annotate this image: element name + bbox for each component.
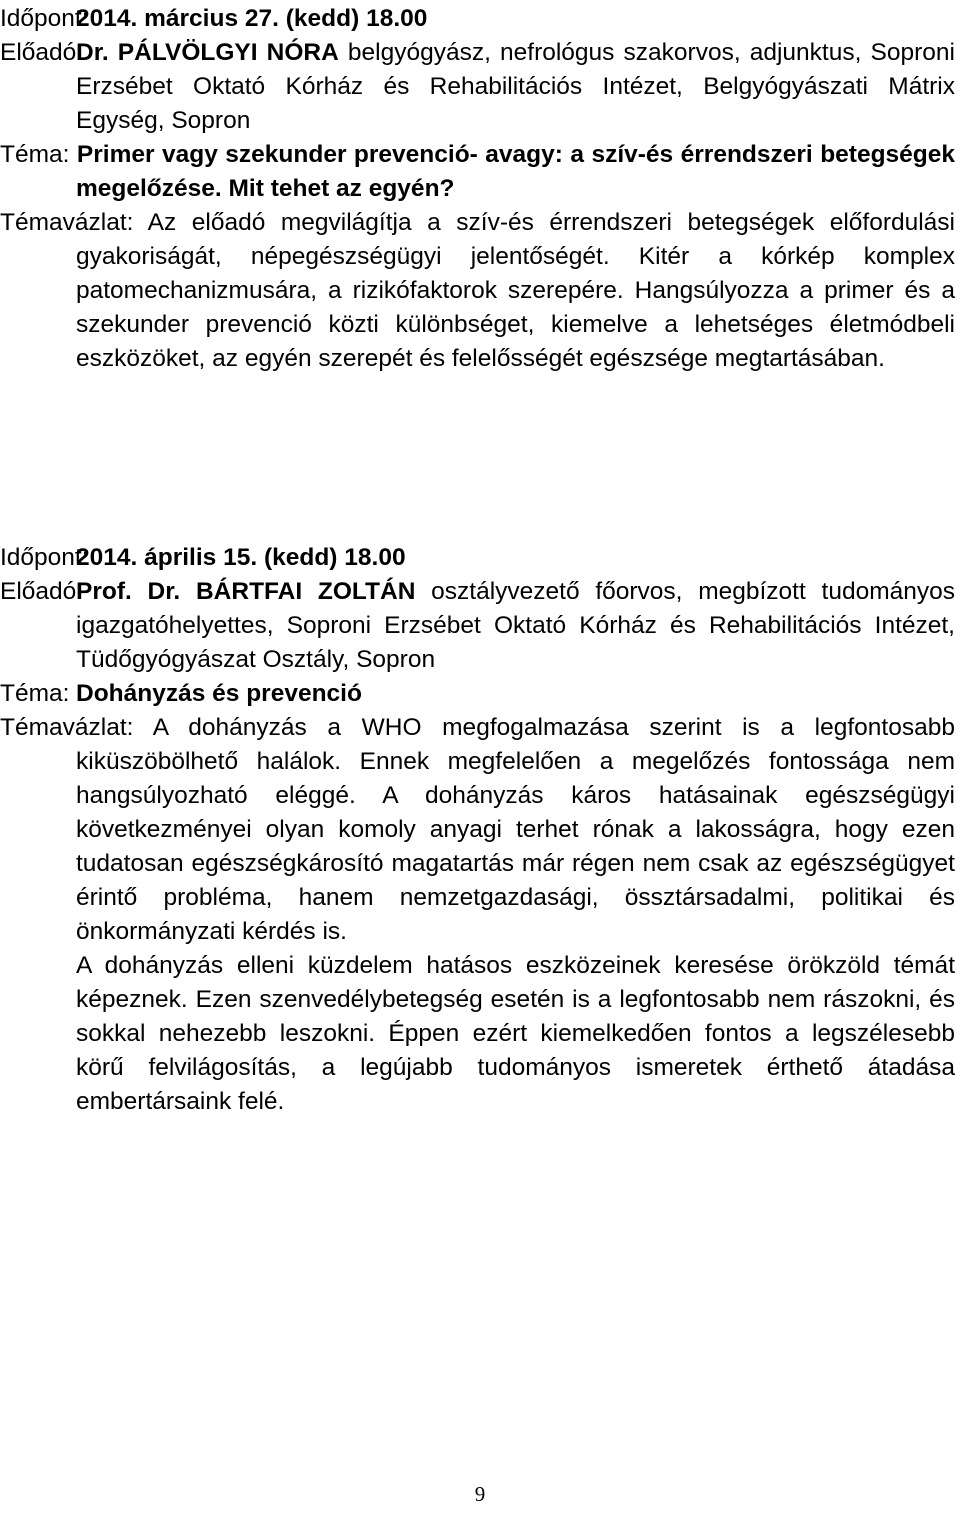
time-label: Időpont: [0,5,89,32]
speaker-description: belgyógyász, nefrológus szakorvos, adjunktus, Soproni Erzsébet Oktató Kórház és Rehabilitációs Intézet, Belgyógyászati Mátrix Egység, Sopron [76,39,955,134]
lecture-entry [0,541,955,1119]
speaker-name: BÁRTFAI ZOLTÁN [195,578,416,605]
time-row [0,541,955,575]
speaker-row [0,36,955,138]
speaker-name: PÁLVÖLGYI NÓRA [117,39,339,66]
outline-paragraph-2 [0,949,955,1119]
topic-text: Dohányzás és prevenció [76,680,362,707]
outline-label: Témavázlat: [0,714,134,741]
time-row [0,2,955,36]
topic-row [0,138,955,206]
outline-text: A dohányzás a WHO megfogalmazása szerint is a legfontosabb kiküszöbölhető halálok. Ennek megfelelően a megelőzés fontossága nem hangsúlyozható eléggé. A dohányzás káros hatásainak egészségügyi következményei olyan komoly anyagi terhet rónak a lakosságra, hogy ezen tudatosan egészségkárosító magatartás már régen nem csak az egészségügyet érintő probléma, hanem nemzetgazdasági, össztársadalmi, politikai és önkormányzati kérdés is. [76,714,955,945]
page-number: 9 [474,1482,486,1506]
outline-row [0,711,955,949]
speaker-title: Dr. [76,39,109,66]
topic-text: Primer vagy szekunder prevenció- avagy: a szív-és érrendszeri betegségek megelőzése. Mit tehet az egyén? [76,141,955,202]
speaker-label: Előadó: [0,39,84,66]
lecture-entry [0,2,955,376]
outline-text: Az előadó megvilágítja a szív-és érrendszeri betegségek előfordulási gyakoriságát, népegészségügyi jelentőségét. Kitér a kórkép komplex patomechanizmusára, a rizikófaktorok szerepére. Hangsúlyozza a primer és a szekunder prevenció közti különbséget, kiemelve a lehetséges életmódbeli eszközöket, az egyén szerepét és felelősségét egészsége megtartásában. [76,209,955,372]
speaker-row [0,575,955,677]
speaker-description: osztályvezető főorvos, megbízott tudományos igazgatóhelyettes, Soproni Erzsébet Oktató Kórház és Rehabilitációs Intézet, Tüdőgyógyászat Osztály, Sopron [76,578,956,673]
time-label: Időpont: [0,544,89,571]
outline-label: Témavázlat: [0,209,134,236]
time-value: 2014. április 15. (kedd) 18.00 [76,544,406,571]
outline-row [0,206,955,376]
topic-row [0,677,955,711]
speaker-title: Prof. Dr. [76,578,181,605]
topic-label: Téma: [0,680,70,707]
outline-text-2: A dohányzás elleni küzdelem hatásos eszközeinek keresése örökzöld témát képeznek. Ezen szenvedélybetegség esetén is a legfontosabb nem rászokni, és sokkal nehezebb leszokni. Éppen ezért kiemelkedően fontos a legszélesebb körű felvilágosítás, a legújabb tudományos ismeretek érthető átadása embertársaink felé. [76,952,955,1115]
time-value: 2014. március 27. (kedd) 18.00 [76,5,428,32]
topic-label: Téma: [0,141,70,168]
speaker-label: Előadó: [0,578,84,605]
